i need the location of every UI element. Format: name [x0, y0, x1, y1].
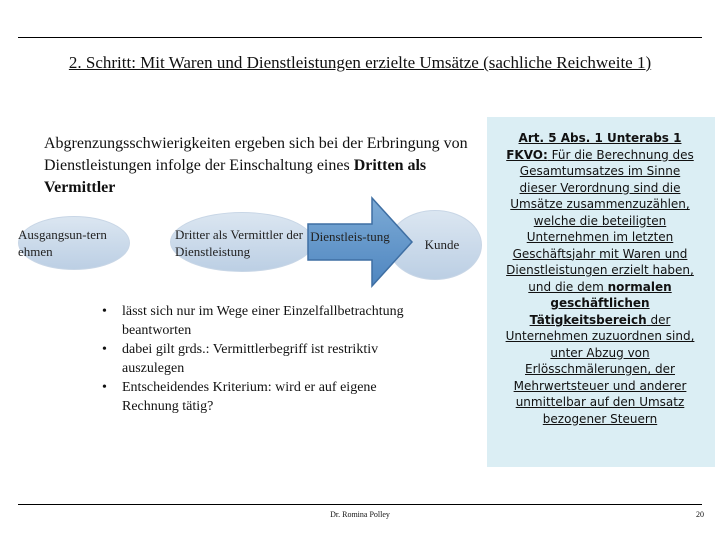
customer-label: Kunde — [424, 237, 460, 252]
legal-text-part-1: Für die Berechnung des Gesamtumsatzes im Sinne dieser Verordnung sind die Umsätze zusammenzuzählen, welche die beteiligten Unternehmen im letzten Geschäftsjahr mit Waren und Dienstleistungen erzielt haben, und die dem — [506, 147, 694, 294]
bullet-item: • dabei gilt grds.: Vermittlerbegriff ist restriktiv auszulegen — [102, 340, 432, 378]
bullet-item: • lässt sich nur im Wege einer Einzelfallbetrachtung beantworten — [102, 302, 432, 340]
legal-text — [500, 130, 700, 427]
top-rule — [18, 37, 702, 38]
page-number: 20 — [696, 510, 704, 519]
bullet-item: • Entscheidendes Kriterium: wird er auf eigene Rechnung tätig? — [102, 378, 432, 416]
footer-author: Dr. Romina Polley — [330, 510, 390, 519]
intro-text-plain: Abgrenzungsschwierigkeiten ergeben sich bei der Erbringung von Dienstleistungen infolge der Einschaltung eines — [44, 135, 468, 174]
intermediary-label: Dritter als Vermittler der Dienstleistung — [175, 227, 303, 259]
service-arrow-label: Dienstleis-tung — [310, 229, 390, 244]
bullet-list — [102, 302, 432, 416]
slide-title: 2. Schritt: Mit Waren und Dienstleistungen erzielte Umsätze (sachliche Reichweite 1) — [68, 53, 652, 72]
intro-text-bold: Dritten als Vermittler — [44, 157, 427, 196]
origin-company-label: Ausgangsun-ternehmen — [18, 227, 107, 259]
legal-text-heading: Art. 5 Abs. 1 Unterabs 1 FKVO: — [506, 131, 682, 162]
bottom-rule — [18, 504, 702, 505]
legal-text-bold: normalen geschäftlichen Tätigkeitsbereich — [529, 279, 672, 327]
intro-text — [44, 133, 474, 199]
legal-text-part-2: der Unternehmen zuzuordnen sind, unter Abzug von Erlösschmälerungen, der Mehrwertsteuer und anderer unmittelbar auf den Umsatz bezogener Steuern — [505, 312, 695, 426]
